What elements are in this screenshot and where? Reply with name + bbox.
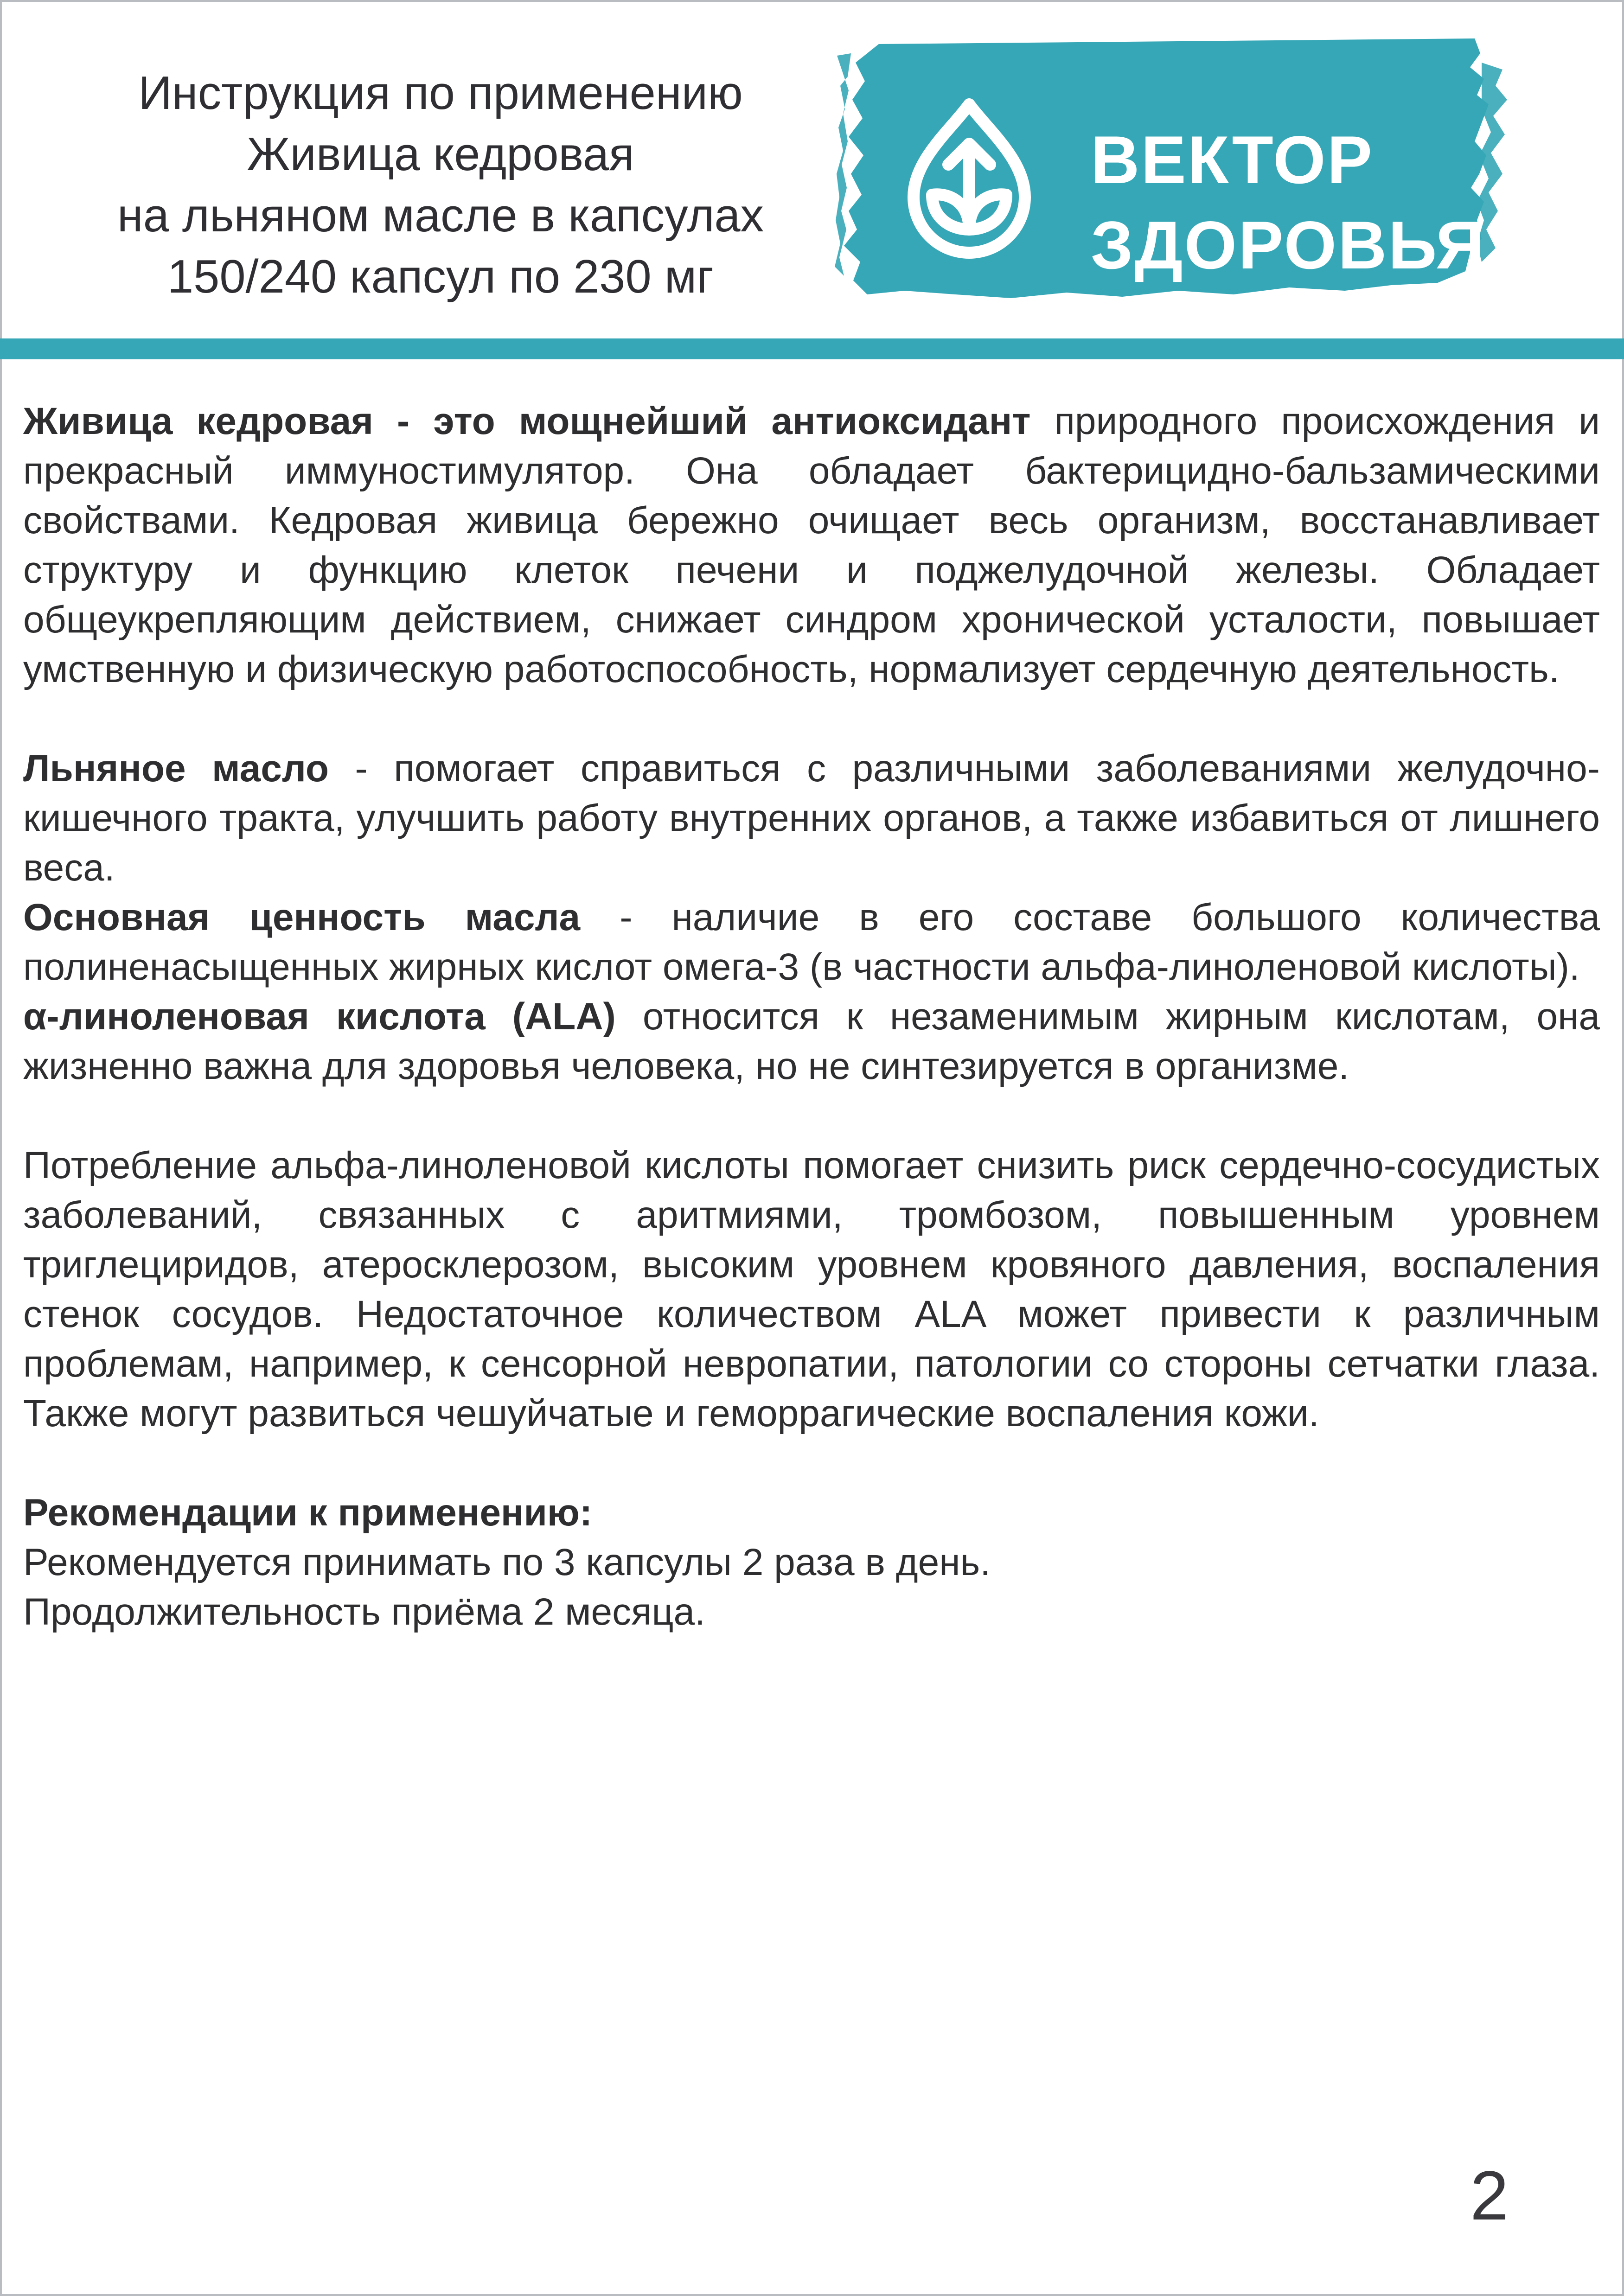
page-number: 2 (1470, 2156, 1509, 2234)
ala-text: относится к незаменимым жирным кислотам, она жизненно важна для здоровья человека, но не синтезируется в организме. (23, 995, 1600, 1087)
title-line-1: Инструкция по применению (138, 67, 743, 119)
paragraph-gap (23, 1091, 1600, 1141)
linseed-heading: Льняное масло (23, 747, 329, 790)
paragraph-resin (23, 396, 1600, 694)
brand-logo (835, 35, 1512, 322)
logo-wordmark (1091, 117, 1486, 288)
paragraph-gap (23, 1438, 1600, 1488)
paragraph-ala-benefits: Потребление альфа-линоленовой кислоты помогает снизить риск сердечно-сосудистых заболеваний, связанных с аритмиями, тромбозом, повышенным уровнем триглециридов, атеросклерозом, высоким уровнем кровяного давления, воспаления стенок сосудов. Недостаточное количеством ALA может привести к различным проблемам, например, к сенсорной невропатии, патологии со стороны сетчатки глаза. Также могут развиться чешуйчатые и геморрагические воспаления кожи. (23, 1144, 1600, 1435)
recommendations-heading (23, 1488, 1600, 1537)
title-line-2: Живица кедровая (247, 128, 634, 180)
title-line-3: на льняном масле в капсулах (117, 190, 764, 242)
resin-text: природного происхождения и прекрасный иммуностимулятор. Она обладает бактерицидно-бальзамическими свойствами. Кедровая живица бережно очищает весь организм, восстанавливает структуру и функцию клеток печени и поджелудочной железы. Обладает общеукрепляющим действием, снижает синдром хронической усталости, повышает умственную и физическую работоспособность, нормализует сердечную деятельность. (23, 400, 1600, 690)
paragraph-linseed-oil (23, 744, 1600, 893)
document-title (70, 63, 812, 307)
ala-heading: α-линоленовая кислота (ALA) (23, 995, 616, 1038)
recommendations-heading-text: Рекомендации к применению: (23, 1492, 593, 1534)
paragraph-gap (23, 694, 1600, 744)
linseed-text: - помогает справиться с различными заболеваниями желудочно-кишечного тракта, улучшить работу внутренних органов, а также избавиться от лишнего веса. (23, 747, 1600, 889)
recommendation-duration: Продолжительность приёма 2 месяца. (23, 1591, 705, 1633)
recommendation-dosage: Рекомендуется принимать по 3 капсулы 2 раза в день. (23, 1541, 991, 1583)
logo-line-2: ЗДОРОВЬЯ (1091, 207, 1486, 283)
oil-value-text: - наличие в его составе большого количества полиненасыщенных жирных кислот омега-3 (в частности альфа-линоленовой кислоты). (23, 896, 1600, 988)
resin-heading: Живица кедровая - это мощнейший антиоксидант (23, 400, 1031, 442)
title-line-4: 150/240 капсул по 230 мг (167, 251, 714, 303)
header-divider (0, 338, 1624, 359)
paragraph-oil-value (23, 893, 1600, 992)
instruction-body (23, 396, 1600, 1637)
oil-value-heading: Основная ценность масла (23, 896, 581, 938)
paragraph-ala (23, 992, 1600, 1091)
logo-line-1: ВЕКТОР (1091, 122, 1374, 198)
